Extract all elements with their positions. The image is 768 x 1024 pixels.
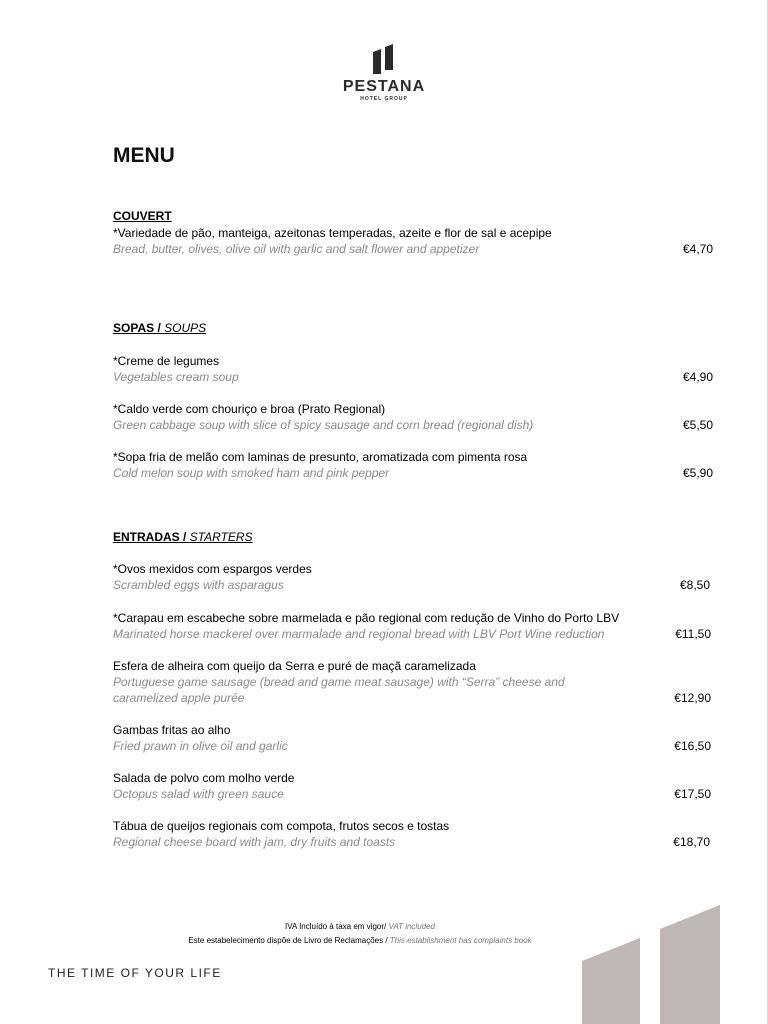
item-name-en: Octopus salad with green sauce: [113, 787, 284, 801]
starter-item: [113, 658, 711, 706]
item-price: €16,50: [674, 739, 711, 753]
section-soups-heading: [113, 321, 206, 335]
vat-note-en: VAT included: [388, 922, 435, 931]
item-name-en: Cold melon soup with smoked ham and pink pepper: [113, 466, 390, 480]
starter-item: [113, 722, 711, 754]
item-name-pt: *Ovos mexidos com espargos verdes: [113, 562, 312, 576]
brand-decoration-shape: [578, 905, 722, 1024]
item-name-en: Fried prawn in olive oil and garlic: [113, 739, 288, 753]
pestana-logo-icon: [373, 44, 395, 74]
menu-title: MENU: [113, 144, 175, 167]
section-soups-heading-pt: SOPAS /: [113, 321, 165, 335]
section-starters-heading-pt: ENTRADAS /: [113, 530, 190, 544]
brand-subtitle: HOTEL GROUP: [360, 96, 408, 102]
couvert-item: [113, 225, 713, 257]
item-price: €17,50: [674, 787, 711, 801]
item-price: €12,90: [674, 691, 711, 705]
brand-logo: [0, 44, 768, 102]
soup-item: [113, 449, 713, 481]
starter-item: [113, 561, 710, 593]
brand-tagline: THE TIME OF YOUR LIFE: [48, 966, 222, 980]
item-name-pt: *Caldo verde com chouriço e broa (Prato Regional): [113, 402, 386, 416]
item-name-en: Regional cheese board with jam, dry fruits and toasts: [113, 835, 396, 849]
item-name-pt: *Variedade de pão, manteiga, azeitonas temperadas, azeite e flor de sal e acepipe: [113, 226, 552, 240]
item-price: €4,90: [682, 370, 713, 384]
item-price: €8,50: [679, 578, 710, 592]
item-name-en: Scrambled eggs with asparagus: [113, 578, 284, 592]
item-name-en: Vegetables cream soup: [113, 370, 239, 384]
item-price: €11,50: [675, 627, 711, 641]
item-price: €5,90: [682, 466, 713, 480]
brand-name: PESTANA: [342, 78, 426, 95]
item-price: €4,70: [682, 242, 713, 256]
item-name-pt: Gambas fritas ao alho: [113, 723, 231, 737]
section-couvert-heading: COUVERT: [113, 209, 172, 223]
item-price: €5,50: [682, 418, 713, 432]
section-starters-heading-en: STARTERS: [189, 530, 253, 544]
item-name-pt: Esfera de alheira com queijo da Serra e puré de maçã caramelizada: [113, 659, 476, 673]
item-name-pt: Salada de polvo com molho verde: [113, 771, 295, 785]
vat-note-pt: IVA Incluído à taxa em vigor/: [284, 922, 389, 931]
starter-item: [113, 818, 710, 850]
item-name-pt: *Sopa fria de melão com laminas de presunto, aromatizada com pimenta rosa: [113, 450, 528, 464]
item-name-en: Green cabbage soup with slice of spicy sausage and corn bread (regional dish): [113, 418, 534, 432]
item-name-pt: *Carapau em escabeche sobre marmelada e pão regional com redução de Vinho do Porto LBV: [113, 611, 620, 625]
item-name-en: Portuguese game sausage (bread and game meat sausage) with “Serra” cheese and caramelized apple purée: [113, 675, 565, 705]
complaints-note-en: This establishment has complaints book: [389, 936, 532, 945]
section-soups-heading-en: SOUPS: [164, 321, 207, 335]
item-name-en: Bread, butter, olives, olive oil with garlic and salt flower and appetizer: [113, 242, 480, 256]
item-price: €18,70: [673, 835, 710, 849]
soup-item: [113, 353, 713, 385]
item-name-en: Marinated horse mackerel over marmalade and regional bread with LBV Port Wine reduction: [113, 627, 605, 641]
starter-item: [113, 770, 711, 802]
complaints-note-pt: Este estabelecimento dispõe de Livro de Reclamações /: [188, 936, 390, 945]
item-name-pt: Tábua de queijos regionais com compota, frutos secos e tostas: [113, 819, 450, 833]
section-starters-heading: [113, 530, 253, 544]
item-name-pt: *Creme de legumes: [113, 354, 220, 368]
soup-item: [113, 401, 713, 433]
starter-item: [113, 610, 711, 642]
